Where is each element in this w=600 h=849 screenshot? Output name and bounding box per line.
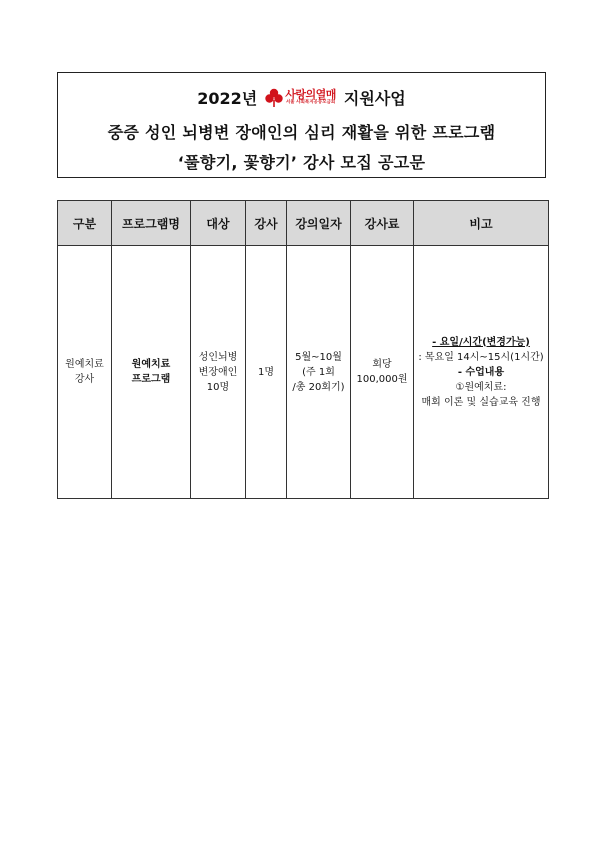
notes-content-detail: 매회 이론 및 실습교육 진행 xyxy=(421,396,541,408)
notes-schedule-heading: - 요일/시간(변경가능) xyxy=(432,336,530,348)
header-target: 대상 xyxy=(191,201,246,246)
cell-category: 원예치료 강사 xyxy=(58,246,112,499)
header-instructor: 강사 xyxy=(246,201,287,246)
notes-content-item: ①원예치료: xyxy=(455,381,507,393)
header-category: 구분 xyxy=(58,201,112,246)
fruit-logo-icon xyxy=(265,88,283,108)
logo-sub: 서울 사회복지공동모금회 xyxy=(285,100,336,106)
cell-dates: 5월~10월 (주 1회 /총 20회기) xyxy=(287,246,351,499)
title-line-2: 중증 성인 뇌병변 장애인의 심리 재활을 위한 프로그램 xyxy=(107,123,496,142)
logo-name: 사랑의열매 xyxy=(285,88,336,102)
title-line-1 xyxy=(58,86,545,109)
header-notes: 비고 xyxy=(414,201,549,246)
notes-schedule-value: : 목요일 14시~15시(1시간) xyxy=(418,351,544,363)
cell-instructors: 1명 xyxy=(246,246,287,499)
cell-program: 원예치료 프로그램 xyxy=(112,246,191,499)
cell-notes xyxy=(414,246,549,499)
recruitment-table xyxy=(57,200,549,499)
title-line-3: ‘풀향기, 꽃향기’ 강사 모집 공고문 xyxy=(177,153,426,172)
header-fee: 강사료 xyxy=(351,201,414,246)
header-program: 프로그램명 xyxy=(112,201,191,246)
table-row xyxy=(58,246,549,499)
cell-fee: 회당 100,000원 xyxy=(351,246,414,499)
table-header-row xyxy=(58,201,549,246)
title-box xyxy=(57,72,546,178)
notes-content-heading: - 수업내용 xyxy=(457,366,505,378)
title-year: 2022년 xyxy=(197,89,258,108)
sarang-logo xyxy=(265,88,336,108)
cell-target: 성인뇌병 변장애인 10명 xyxy=(191,246,246,499)
header-dates: 강의일자 xyxy=(287,201,351,246)
title-supported: 지원사업 xyxy=(343,89,406,108)
